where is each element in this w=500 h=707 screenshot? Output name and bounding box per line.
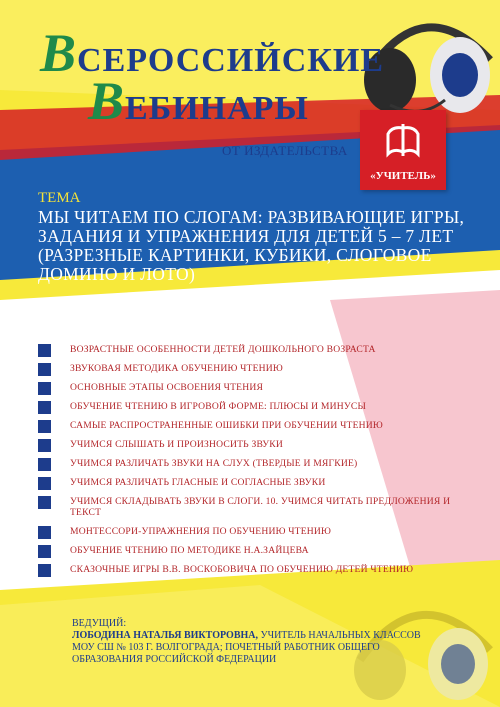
square-bullet-icon	[38, 477, 51, 490]
square-bullet-icon	[38, 382, 51, 395]
square-bullet-icon	[38, 363, 51, 376]
square-bullet-icon	[38, 526, 51, 539]
list-item: МОНТЕССОРИ-УПРАЖНЕНИЯ ПО ОБУЧЕНИЮ ЧТЕНИЮ	[38, 526, 468, 537]
list-item: САМЫЕ РАСПРОСТРАНЕННЫЕ ОШИБКИ ПРИ ОБУЧЕНИИ ЧТЕНИЮ	[38, 420, 468, 431]
list-item: ОБУЧЕНИЕ ЧТЕНИЮ В ИГРОВОЙ ФОРМЕ: ПЛЮСЫ И МИНУСЫ	[38, 401, 468, 412]
topic-title: МЫ ЧИТАЕМ ПО СЛОГАМ: РАЗВИВАЮЩИЕ ИГРЫ, ЗАДАНИЯ И УПРАЖНЕНИЯ ДЛЯ ДЕТЕЙ 5 – 7 ЛЕТ (РАЗРЕЗНЫЕ КАРТИНКИ, КУБИКИ, СЛОГОВОЕ ДОМИНО И ЛОТО)	[38, 207, 465, 284]
lecturer-label: ВЕДУЩИЙ:	[72, 618, 127, 629]
title-line-1: ВСЕРОССИЙСКИЕ	[40, 23, 385, 83]
topic-label: ТЕМА	[38, 190, 81, 206]
square-bullet-icon	[38, 496, 51, 509]
square-bullet-icon	[38, 545, 51, 558]
list-item: УЧИМСЯ СКЛАДЫВАТЬ ЗВУКИ В СЛОГИ. 10. УЧИМСЯ ЧИТАТЬ ПРЕДЛОЖЕНИЯ И ТЕКСТ	[38, 496, 468, 518]
logo-text: «УЧИТЕЛЬ»	[370, 170, 436, 182]
square-bullet-icon	[38, 439, 51, 452]
lecturer-info	[72, 630, 432, 666]
agenda-list	[38, 344, 468, 583]
lecturer-details: УЧИТЕЛЬ НАЧАЛЬНЫХ КЛАССОВ МОУ СШ № 103 Г. ВОЛГОГРАДА; ПОЧЕТНЫЙ РАБОТНИК ОБЩЕГО ОБРАЗОВАНИЯ РОССИЙСКОЙ ФЕДЕРАЦИИ	[72, 630, 421, 665]
list-item: СКАЗОЧНЫЕ ИГРЫ В.В. ВОСКОБОВИЧА ПО ОБУЧЕНИЮ ДЕТЕЙ ЧТЕНИЮ	[38, 564, 468, 575]
publisher-logo	[360, 110, 446, 190]
square-bullet-icon	[38, 401, 51, 414]
list-item: ОСНОВНЫЕ ЭТАПЫ ОСВОЕНИЯ ЧТЕНИЯ	[38, 382, 468, 393]
title-line-2: ВЕБИНАРЫ	[88, 71, 309, 131]
book-emblem-icon	[384, 120, 422, 160]
list-item: УЧИМСЯ РАЗЛИЧАТЬ ГЛАСНЫЕ И СОГЛАСНЫЕ ЗВУКИ	[38, 477, 468, 488]
publisher-label: ОТ ИЗДАТЕЛЬСТВА	[222, 143, 348, 158]
list-item: УЧИМСЯ РАЗЛИЧАТЬ ЗВУКИ НА СЛУХ (ТВЕРДЫЕ И МЯГКИЕ)	[38, 458, 468, 469]
list-item: ОБУЧЕНИЕ ЧТЕНИЮ ПО МЕТОДИКЕ Н.А.ЗАЙЦЕВА	[38, 545, 468, 556]
square-bullet-icon	[38, 420, 51, 433]
square-bullet-icon	[38, 458, 51, 471]
list-item: ЗВУКОВАЯ МЕТОДИКА ОБУЧЕНИЮ ЧТЕНИЮ	[38, 363, 468, 374]
list-item: ВОЗРАСТНЫЕ ОСОБЕННОСТИ ДЕТЕЙ ДОШКОЛЬНОГО ВОЗРАСТА	[38, 344, 468, 355]
square-bullet-icon	[38, 344, 51, 357]
square-bullet-icon	[38, 564, 51, 577]
list-item: УЧИМСЯ СЛЫШАТЬ И ПРОИЗНОСИТЬ ЗВУКИ	[38, 439, 468, 450]
lecturer-name: ЛОБОДИНА НАТАЛЬЯ ВИКТОРОВНА,	[72, 630, 258, 641]
